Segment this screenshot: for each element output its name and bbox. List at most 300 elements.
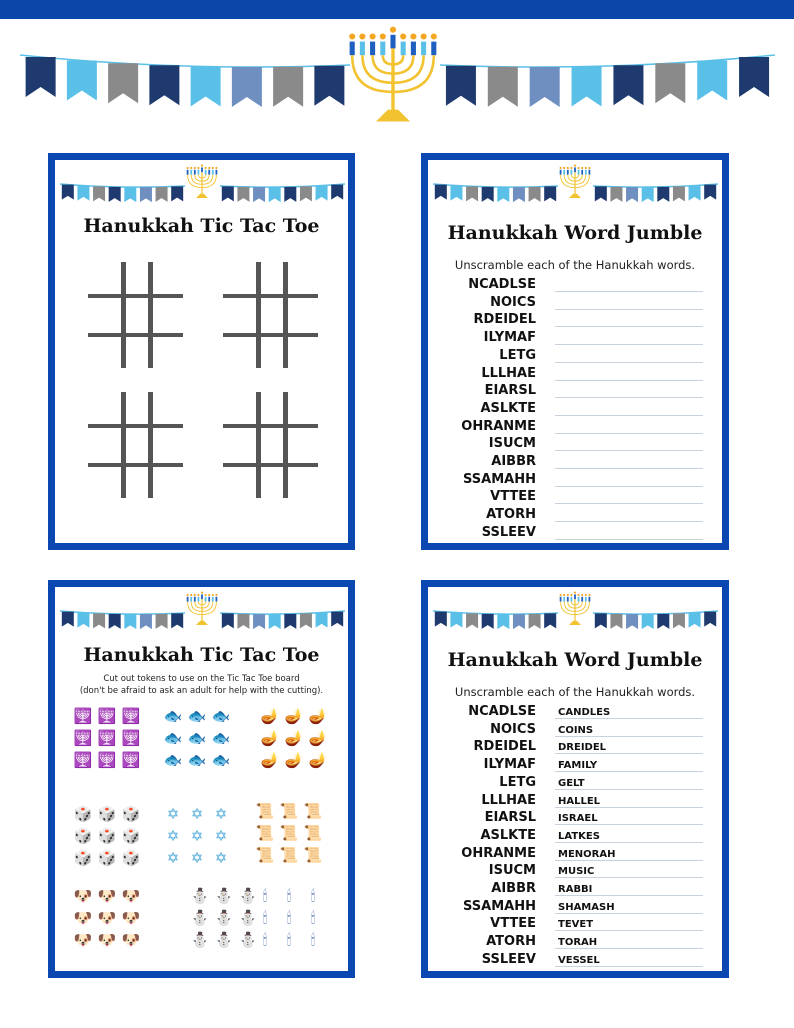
answer-word: RABBI	[558, 884, 593, 895]
jumble-row	[428, 454, 722, 472]
scroll-icon: 📜	[279, 824, 299, 842]
star-of-david-icon: ✡	[190, 805, 204, 823]
card-subtitle: Unscramble each of the Hanukkah words.	[454, 258, 696, 272]
fish-icon: 🐟	[211, 707, 231, 725]
answer-word: HALLEL	[558, 795, 601, 807]
pennant-flag	[284, 187, 296, 202]
tokens-card	[48, 580, 355, 978]
jumble-row	[428, 739, 722, 757]
scrambled-word: AIBBR	[491, 454, 536, 469]
pennant-flag	[610, 187, 622, 202]
token-group	[163, 805, 233, 867]
jumble-row	[428, 383, 722, 401]
oil-lamp-icon: 🪔	[260, 707, 280, 725]
menorah-icon: 🕎	[121, 707, 141, 725]
jumble-row	[428, 810, 722, 828]
scrambled-word: ASLKTE	[480, 827, 536, 843]
dreidel-icon: 🎲	[97, 827, 117, 845]
dreidel-icon: 🎲	[73, 827, 93, 845]
pennant-flag	[269, 187, 281, 202]
pennant-flag	[124, 187, 136, 202]
bunting-banner	[0, 20, 794, 135]
scrambled-word: ASLKTE	[480, 400, 536, 416]
card-title: Hanukkah Word Jumble	[447, 649, 703, 671]
pennant-flag	[530, 67, 560, 107]
jumble-row	[428, 330, 722, 348]
jumble-row	[428, 757, 722, 775]
pennant-flag	[572, 67, 602, 107]
tic-tac-toe-grid	[88, 262, 183, 368]
answer-line	[555, 930, 703, 931]
scrambled-word: VTTEE	[490, 489, 536, 505]
answer-line	[555, 807, 703, 808]
fish-icon: 🐟	[163, 751, 183, 769]
pennant-flag	[331, 612, 343, 627]
snowman-icon: ⛄	[214, 931, 234, 949]
pennant-flag	[610, 614, 622, 629]
card-title: Hanukkah Word Jumble	[447, 222, 703, 244]
pennant-flag	[739, 57, 769, 97]
candles-icon: 🕯	[262, 931, 268, 949]
jumble-row	[428, 916, 722, 934]
pennant-flag	[26, 57, 56, 97]
jumble-row	[428, 419, 722, 437]
pennant-flag	[595, 186, 607, 201]
pennant-flag	[140, 187, 152, 202]
star-of-david-icon: ✡	[214, 849, 228, 867]
pennant-flag	[222, 186, 234, 201]
mini-bunting	[55, 162, 348, 207]
pennant-flag	[300, 186, 312, 201]
jumble-row	[428, 846, 722, 864]
scrambled-word: VTTEE	[490, 916, 536, 932]
answer-line	[555, 718, 703, 719]
snowman-icon: ⛄	[238, 887, 258, 905]
answer-line[interactable]	[555, 539, 703, 540]
pennant-flag	[482, 187, 494, 202]
pennant-flag	[237, 614, 249, 629]
answer-line[interactable]	[555, 433, 703, 434]
jumble-row	[428, 472, 722, 490]
answer-word: DREIDEL	[558, 742, 607, 754]
candles-icon: 🕯	[262, 909, 268, 927]
pennant-flag	[316, 186, 328, 201]
scrambled-word: RDEIDEL	[473, 739, 536, 755]
oil-lamp-icon: 🪔	[308, 751, 328, 769]
jumble-row	[428, 401, 722, 419]
token-group	[73, 707, 143, 769]
scrambled-word: SSAMAHH	[463, 898, 536, 914]
snowman-icon: ⛄	[190, 887, 210, 905]
jumble-row	[428, 828, 722, 846]
pennant-flag	[109, 614, 121, 629]
jumble-row	[428, 775, 722, 793]
star-of-david-icon: ✡	[190, 849, 204, 867]
oil-lamp-icon: 🪔	[284, 751, 304, 769]
mini-bunting	[428, 589, 722, 634]
scrambled-word: SSAMAHH	[463, 471, 536, 487]
pennant-flag	[697, 61, 727, 101]
jumble-row	[428, 436, 722, 454]
scrambled-word: LETG	[499, 774, 536, 790]
pennant-flag	[613, 65, 643, 105]
dog-gift-icon: 🐶	[121, 887, 141, 905]
pennant-flag	[544, 186, 556, 201]
fish-icon: 🐟	[187, 729, 207, 747]
word-jumble-card	[421, 153, 729, 550]
pennant-flag	[77, 186, 89, 201]
scroll-icon: 📜	[303, 846, 323, 864]
scroll-icon: 📜	[279, 802, 299, 820]
oil-lamp-icon: 🪔	[260, 751, 280, 769]
dreidel-icon: 🎲	[73, 849, 93, 867]
oil-lamp-icon: 🪔	[260, 729, 280, 747]
scroll-icon: 📜	[303, 802, 323, 820]
pennant-flag	[62, 185, 74, 200]
pennant-flag	[595, 613, 607, 628]
answer-word: SHAMASH	[558, 901, 615, 913]
answer-line	[555, 877, 703, 878]
pennant-flag	[300, 613, 312, 628]
card-title: Hanukkah Tic Tac Toe	[83, 644, 320, 666]
star-of-david-icon: ✡	[166, 827, 180, 845]
jumble-row	[428, 881, 722, 899]
jumble-row	[428, 489, 722, 507]
star-of-david-icon: ✡	[166, 849, 180, 867]
jumble-row	[428, 507, 722, 525]
snowman-icon: ⛄	[190, 909, 210, 927]
oil-lamp-icon: 🪔	[284, 707, 304, 725]
instructions-line-1: Cut out tokens to use on the Tic Tac Toe board	[103, 674, 300, 684]
answer-word: LATKES	[558, 830, 600, 842]
jumble-row	[428, 295, 722, 313]
scrambled-word: LLLHAE	[481, 792, 536, 808]
answer-line	[555, 913, 703, 914]
answer-line[interactable]	[555, 503, 703, 504]
answer-word: MUSIC	[558, 866, 595, 878]
scrambled-word: OHRANME	[461, 418, 536, 434]
menorah-icon: 🕎	[121, 751, 141, 769]
mini-bunting	[428, 162, 722, 207]
token-group	[163, 707, 233, 769]
scrambled-word: ILYMAF	[483, 330, 536, 346]
pennant-flag	[657, 187, 669, 202]
scroll-icon: 📜	[255, 824, 275, 842]
dog-gift-icon: 🐶	[121, 931, 141, 949]
dog-gift-icon: 🐶	[97, 887, 117, 905]
fish-icon: 🐟	[163, 729, 183, 747]
candles-icon: 🕯	[286, 931, 292, 949]
scrambled-word: ATORH	[486, 507, 536, 523]
pennant-flag	[93, 613, 105, 628]
scrambled-word: RDEIDEL	[473, 312, 536, 328]
jumble-row	[428, 899, 722, 917]
scrambled-word: ISUCM	[488, 863, 536, 879]
pennant-flag	[488, 67, 518, 107]
token-group	[260, 707, 330, 769]
pennant-flag	[689, 186, 701, 201]
answer-line[interactable]	[555, 450, 703, 451]
answer-line	[555, 824, 703, 825]
pennant-flag	[513, 187, 525, 202]
tic-tac-toe-board-card	[48, 153, 355, 550]
dog-gift-icon: 🐶	[97, 909, 117, 927]
answer-line	[555, 895, 703, 896]
dreidel-icon: 🎲	[121, 827, 141, 845]
pennant-flag	[222, 613, 234, 628]
pennant-flag	[626, 614, 638, 629]
snowman-icon: ⛄	[238, 931, 258, 949]
menorah-icon: 🕎	[73, 729, 93, 747]
pennant-flag	[284, 614, 296, 629]
jumble-row	[428, 525, 722, 543]
mini-bunting	[55, 589, 348, 634]
pennant-flag	[446, 66, 476, 106]
dog-gift-icon: 🐶	[73, 887, 93, 905]
fish-icon: 🐟	[211, 729, 231, 747]
scrambled-word: EIARSL	[484, 383, 536, 399]
pennant-flag	[529, 614, 541, 629]
pennant-flag	[191, 67, 221, 107]
pennant-flag	[673, 186, 685, 201]
pennant-flag	[626, 187, 638, 202]
answer-line[interactable]	[555, 291, 703, 292]
answer-word: TORAH	[558, 937, 598, 949]
answer-word: MENORAH	[558, 848, 616, 860]
pennant-flag	[529, 187, 541, 202]
scrambled-word: ILYMAF	[483, 757, 536, 773]
scrambled-word: OHRANME	[461, 845, 536, 861]
pennant-flag	[657, 614, 669, 629]
pennant-flag	[140, 614, 152, 629]
scrambled-word: NCADLSE	[468, 704, 536, 719]
menorah-icon: 🕎	[73, 707, 93, 725]
pennant-flag	[435, 185, 447, 200]
jumble-row	[428, 934, 722, 952]
pennant-flag	[273, 67, 303, 107]
jumble-row	[428, 952, 722, 970]
pennant-flag	[466, 186, 478, 201]
pennant-flag	[237, 187, 249, 202]
token-group	[255, 887, 325, 949]
pennant-flag	[642, 187, 654, 202]
answer-line[interactable]	[555, 486, 703, 487]
card-subtitle: Unscramble each of the Hanukkah words.	[454, 685, 696, 699]
scrambled-word: NOICS	[490, 294, 536, 310]
answer-line[interactable]	[555, 468, 703, 469]
menorah-icon	[560, 165, 591, 198]
pennant-flag	[253, 187, 265, 202]
token-group	[255, 802, 325, 864]
pennant-flag	[269, 614, 281, 629]
menorah-icon	[560, 592, 591, 625]
token-group	[73, 805, 143, 867]
candles-icon: 🕯	[310, 931, 316, 949]
answer-line[interactable]	[555, 309, 703, 310]
jumble-row	[428, 366, 722, 384]
oil-lamp-icon: 🪔	[308, 707, 328, 725]
dog-gift-icon: 🐶	[97, 931, 117, 949]
scroll-icon: 📜	[279, 846, 299, 864]
pennant-flag	[171, 186, 183, 201]
dreidel-icon: 🎲	[121, 849, 141, 867]
pennant-flag	[689, 613, 701, 628]
answer-word: COINS	[558, 724, 594, 736]
jumble-row	[428, 722, 722, 740]
menorah-icon	[187, 165, 218, 198]
tic-tac-toe-grid	[223, 392, 318, 498]
pennant-flag	[108, 63, 138, 103]
dreidel-icon: 🎲	[97, 805, 117, 823]
pennant-flag	[253, 614, 265, 629]
answer-line[interactable]	[555, 521, 703, 522]
scrambled-word: SSLEEV	[481, 951, 536, 967]
fish-icon: 🐟	[187, 707, 207, 725]
candles-icon: 🕯	[286, 909, 292, 927]
oil-lamp-icon: 🪔	[284, 729, 304, 747]
scrambled-word: LLLHAE	[481, 365, 536, 381]
token-group	[190, 887, 260, 949]
snowman-icon: ⛄	[238, 909, 258, 927]
menorah-icon	[349, 27, 437, 122]
fish-icon: 🐟	[211, 751, 231, 769]
pennant-flag	[109, 187, 121, 202]
answer-line[interactable]	[555, 344, 703, 345]
pennant-flag	[171, 613, 183, 628]
pennant-flag	[67, 61, 97, 101]
pennant-flag	[544, 613, 556, 628]
jumble-row	[428, 863, 722, 881]
answer-line	[555, 842, 703, 843]
pennant-flag	[704, 612, 716, 627]
candles-icon: 🕯	[262, 887, 268, 905]
pennant-flag	[673, 613, 685, 628]
scrambled-word: SSLEEV	[481, 524, 536, 540]
scrambled-word: EIARSL	[484, 810, 536, 826]
pennant-flag	[93, 186, 105, 201]
tic-tac-toe-grid	[88, 392, 183, 498]
pennant-flag	[450, 613, 462, 628]
answer-word: VESSEL	[558, 954, 600, 966]
candles-icon: 🕯	[310, 909, 316, 927]
pennant-flag	[156, 614, 168, 629]
dreidel-icon: 🎲	[97, 849, 117, 867]
dog-gift-icon: 🐶	[121, 909, 141, 927]
star-of-david-icon: ✡	[214, 805, 228, 823]
answer-word: ISRAEL	[558, 813, 598, 825]
scrambled-word: ATORH	[486, 934, 536, 950]
pennant-flag	[450, 186, 462, 201]
jumble-row	[428, 348, 722, 366]
tic-tac-toe-grid	[223, 262, 318, 368]
answer-line	[555, 966, 703, 967]
answer-line[interactable]	[555, 362, 703, 363]
jumble-row	[428, 704, 722, 722]
scrambled-word: ISUCM	[488, 436, 536, 452]
pennant-flag	[316, 613, 328, 628]
scroll-icon: 📜	[255, 846, 275, 864]
answer-line	[555, 771, 703, 772]
fish-icon: 🐟	[187, 751, 207, 769]
scrambled-word: NCADLSE	[468, 277, 536, 292]
menorah-icon: 🕎	[97, 729, 117, 747]
scroll-icon: 📜	[255, 802, 275, 820]
answer-line	[555, 753, 703, 754]
scrambled-word: AIBBR	[491, 881, 536, 896]
answer-word: FAMILY	[558, 760, 598, 772]
snowman-icon: ⛄	[214, 909, 234, 927]
menorah-icon: 🕎	[97, 707, 117, 725]
pennant-flag	[77, 613, 89, 628]
dreidel-icon: 🎲	[121, 805, 141, 823]
pennant-flag	[704, 185, 716, 200]
pennant-flag	[232, 67, 262, 107]
answer-word: TEVET	[558, 919, 594, 931]
pennant-flag	[149, 65, 179, 105]
answer-word: GELT	[558, 777, 585, 789]
snowman-icon: ⛄	[214, 887, 234, 905]
scrambled-word: LETG	[499, 347, 536, 363]
snowman-icon: ⛄	[190, 931, 210, 949]
pennant-flag	[513, 614, 525, 629]
scroll-icon: 📜	[303, 824, 323, 842]
menorah-icon: 🕎	[121, 729, 141, 747]
star-of-david-icon: ✡	[190, 827, 204, 845]
menorah-icon	[187, 592, 218, 625]
pennant-flag	[466, 613, 478, 628]
answer-line	[555, 948, 703, 949]
pennant-flag	[435, 612, 447, 627]
jumble-row	[428, 277, 722, 295]
dog-gift-icon: 🐶	[73, 931, 93, 949]
card-title: Hanukkah Tic Tac Toe	[83, 215, 320, 237]
answer-line	[555, 789, 703, 790]
star-of-david-icon: ✡	[166, 805, 180, 823]
jumble-row	[428, 312, 722, 330]
candles-icon: 🕯	[310, 887, 316, 905]
star-of-david-icon: ✡	[214, 827, 228, 845]
instructions-line-2: (don't be afraid to ask an adult for help with the cutting).	[79, 686, 324, 696]
menorah-icon: 🕎	[97, 751, 117, 769]
pennant-flag	[655, 63, 685, 103]
pennant-flag	[482, 614, 494, 629]
pennant-flag	[124, 614, 136, 629]
word-jumble-answers-card	[421, 580, 729, 978]
answer-line[interactable]	[555, 415, 703, 416]
pennant-flag	[642, 614, 654, 629]
token-group	[73, 887, 143, 949]
pennant-flag	[156, 187, 168, 202]
scrambled-word: NOICS	[490, 721, 536, 737]
jumble-row	[428, 793, 722, 811]
menorah-icon: 🕎	[73, 751, 93, 769]
top-bar	[0, 0, 794, 19]
pennant-flag	[497, 614, 509, 629]
answer-line[interactable]	[555, 397, 703, 398]
answer-line[interactable]	[555, 326, 703, 327]
answer-line[interactable]	[555, 380, 703, 381]
dreidel-icon: 🎲	[73, 805, 93, 823]
pennant-flag	[497, 187, 509, 202]
dog-gift-icon: 🐶	[73, 909, 93, 927]
pennant-flag	[314, 66, 344, 106]
answer-word: CANDLES	[558, 707, 611, 718]
fish-icon: 🐟	[163, 707, 183, 725]
pennant-flag	[62, 612, 74, 627]
answer-line	[555, 736, 703, 737]
candles-icon: 🕯	[286, 887, 292, 905]
answer-line	[555, 860, 703, 861]
